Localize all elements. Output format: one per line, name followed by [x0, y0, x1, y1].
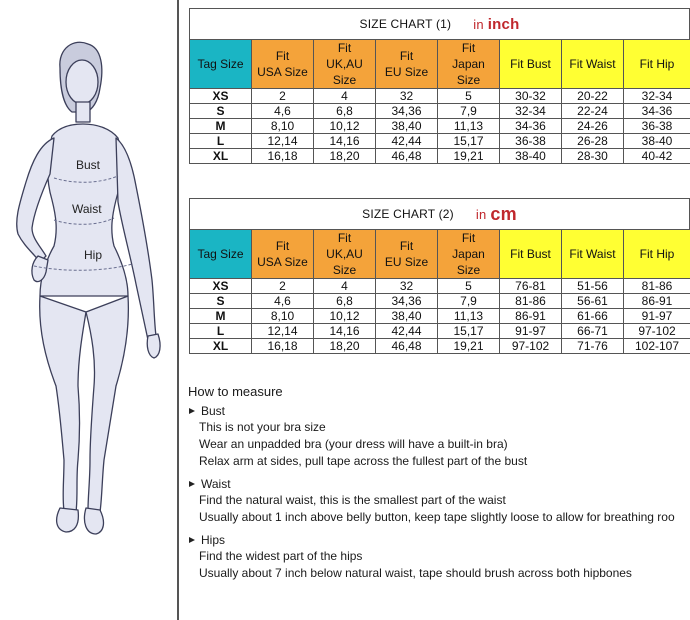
size-chart-cm: [189, 198, 690, 354]
size-chart-inch: [189, 8, 690, 164]
cell-waist: 28-30: [562, 149, 624, 164]
size-table: [189, 39, 690, 164]
cell-waist: 51-56: [562, 279, 624, 294]
cell-us: 12,14: [252, 324, 314, 339]
cell-uk: 6,8: [314, 104, 376, 119]
how-to-measure: [188, 384, 690, 582]
cell-uk: 14,16: [314, 324, 376, 339]
section-heading-label: Hips: [201, 533, 226, 547]
cell-eu: 46,48: [376, 149, 438, 164]
header-fit-hip: Fit Hip: [624, 40, 690, 89]
header-uk-size: Fit UK,AU Size: [314, 230, 376, 279]
table-row: [190, 279, 690, 294]
table-body: [190, 89, 690, 164]
cell-uk: 10,12: [314, 119, 376, 134]
triangle-bullet-icon: [189, 537, 195, 543]
cell-hip: 36-38: [624, 119, 690, 134]
header-eu-size: Fit EU Size: [376, 230, 438, 279]
header-fit-hip: Fit Hip: [624, 230, 690, 279]
cell-waist: 56-61: [562, 294, 624, 309]
cell-eu: 38,40: [376, 309, 438, 324]
cell-us: 4,6: [252, 104, 314, 119]
cell-bust: 32-34: [500, 104, 562, 119]
cell-waist: 71-76: [562, 339, 624, 354]
cell-tag: S: [190, 104, 252, 119]
cell-tag: XL: [190, 149, 252, 164]
measure-sections: [188, 403, 690, 582]
header-usa-size: Fit USA Size: [252, 230, 314, 279]
cell-hip: 86-91: [624, 294, 690, 309]
cell-us: 2: [252, 279, 314, 294]
instruction-line: Usually about 1 inch above belly button, keep tape slightly loose to allow for breathing roo: [199, 510, 675, 524]
how-to-measure-title: How to measure: [188, 384, 283, 399]
header-tag-size: Tag Size: [190, 230, 252, 279]
instruction-line: This is not your bra size: [199, 420, 326, 434]
cell-bust: 91-97: [500, 324, 562, 339]
cell-waist: 66-71: [562, 324, 624, 339]
cell-tag: L: [190, 134, 252, 149]
unit-label: inch: [487, 15, 520, 33]
cell-waist: 22-24: [562, 104, 624, 119]
header-fit-waist: Fit Waist: [562, 40, 624, 89]
cell-eu: 38,40: [376, 119, 438, 134]
table-row: [190, 309, 690, 324]
cell-jp: 11,13: [438, 309, 500, 324]
cell-jp: 15,17: [438, 324, 500, 339]
hip-label: Hip: [84, 248, 103, 262]
cell-jp: 5: [438, 279, 500, 294]
table-row: [190, 119, 690, 134]
cell-jp: 19,21: [438, 339, 500, 354]
cell-eu: 34,36: [376, 104, 438, 119]
header-uk-size: Fit UK,AU Size: [314, 40, 376, 89]
cell-uk: 14,16: [314, 134, 376, 149]
header-eu-size: Fit EU Size: [376, 40, 438, 89]
cell-bust: 76-81: [500, 279, 562, 294]
instruction-line: Relax arm at sides, pull tape across the fullest part of the bust: [199, 454, 528, 468]
cell-bust: 36-38: [500, 134, 562, 149]
unit-prefix: in: [473, 16, 484, 32]
cell-bust: 86-91: [500, 309, 562, 324]
size-table: [189, 229, 690, 354]
header-japan-size: Fit Japan Size: [438, 40, 500, 89]
chart-title-text: SIZE CHART (1): [359, 17, 452, 31]
chart-title: [189, 8, 690, 39]
cell-eu: 32: [376, 279, 438, 294]
header-usa-size: Fit USA Size: [252, 40, 314, 89]
triangle-bullet-icon: [189, 481, 195, 487]
table-row: [190, 294, 690, 309]
cell-jp: 11,13: [438, 119, 500, 134]
body-figure: [0, 40, 178, 550]
cell-uk: 4: [314, 89, 376, 104]
section-heading: [188, 403, 690, 419]
table-row: [190, 324, 690, 339]
instruction-line: Find the widest part of the hips: [199, 549, 363, 563]
header-tag-size: Tag Size: [190, 40, 252, 89]
unit-prefix: in: [475, 206, 487, 222]
table-row: [190, 134, 690, 149]
waist-label: Waist: [72, 202, 102, 216]
cell-eu: 34,36: [376, 294, 438, 309]
cell-tag: XS: [190, 89, 252, 104]
cell-us: 8,10: [252, 309, 314, 324]
cell-jp: 7,9: [438, 294, 500, 309]
table-body: [190, 279, 690, 354]
cell-uk: 6,8: [314, 294, 376, 309]
cell-tag: S: [190, 294, 252, 309]
header-fit-bust: Fit Bust: [500, 40, 562, 89]
cell-bust: 81-86: [500, 294, 562, 309]
table-row: [190, 339, 690, 354]
section-heading: [188, 532, 690, 548]
cell-hip: 91-97: [624, 309, 690, 324]
instruction-line: Wear an unpadded bra (your dress will have a built-in bra): [199, 437, 508, 451]
section-heading: [188, 476, 690, 492]
cell-hip: 34-36: [624, 104, 690, 119]
cell-us: 8,10: [252, 119, 314, 134]
cell-jp: 5: [438, 89, 500, 104]
cell-jp: 19,21: [438, 149, 500, 164]
cell-tag: XS: [190, 279, 252, 294]
header-fit-waist: Fit Waist: [562, 230, 624, 279]
chart-title: [189, 198, 690, 229]
table-header-row: [190, 230, 690, 279]
cell-hip: 40-42: [624, 149, 690, 164]
chart-title-text: SIZE CHART (2): [362, 207, 454, 221]
cell-tag: L: [190, 324, 252, 339]
cell-tag: XL: [190, 339, 252, 354]
bust-label: Bust: [76, 158, 101, 172]
cell-uk: 4: [314, 279, 376, 294]
cell-uk: 10,12: [314, 309, 376, 324]
table-row: [190, 104, 690, 119]
cell-hip: 102-107: [624, 339, 690, 354]
cell-eu: 32: [376, 89, 438, 104]
cell-jp: 7,9: [438, 104, 500, 119]
cell-us: 4,6: [252, 294, 314, 309]
cell-waist: 61-66: [562, 309, 624, 324]
cell-hip: 81-86: [624, 279, 690, 294]
cell-us: 16,18: [252, 339, 314, 354]
cell-tag: M: [190, 309, 252, 324]
unit-label: cm: [490, 203, 517, 224]
cell-us: 16,18: [252, 149, 314, 164]
cell-jp: 15,17: [438, 134, 500, 149]
table-row: [190, 149, 690, 164]
section-heading-label: Waist: [201, 477, 231, 491]
cell-hip: 97-102: [624, 324, 690, 339]
cell-hip: 38-40: [624, 134, 690, 149]
header-fit-bust: Fit Bust: [500, 230, 562, 279]
body-silhouette-icon: [0, 40, 178, 550]
triangle-bullet-icon: [189, 408, 195, 414]
cell-eu: 42,44: [376, 324, 438, 339]
cell-waist: 26-28: [562, 134, 624, 149]
instruction-line: Usually about 7 inch below natural waist, tape should brush across both hipbones: [199, 566, 632, 580]
cell-uk: 18,20: [314, 149, 376, 164]
table-row: [190, 89, 690, 104]
table-header-row: [190, 40, 690, 89]
instruction-line: Find the natural waist, this is the smallest part of the waist: [199, 493, 506, 507]
cell-tag: M: [190, 119, 252, 134]
cell-waist: 24-26: [562, 119, 624, 134]
cell-us: 2: [252, 89, 314, 104]
cell-bust: 34-36: [500, 119, 562, 134]
cell-bust: 38-40: [500, 149, 562, 164]
cell-eu: 42,44: [376, 134, 438, 149]
cell-hip: 32-34: [624, 89, 690, 104]
cell-waist: 20-22: [562, 89, 624, 104]
section-heading-label: Bust: [201, 404, 226, 418]
cell-uk: 18,20: [314, 339, 376, 354]
cell-us: 12,14: [252, 134, 314, 149]
cell-eu: 46,48: [376, 339, 438, 354]
cell-bust: 30-32: [500, 89, 562, 104]
header-japan-size: Fit Japan Size: [438, 230, 500, 279]
cell-bust: 97-102: [500, 339, 562, 354]
